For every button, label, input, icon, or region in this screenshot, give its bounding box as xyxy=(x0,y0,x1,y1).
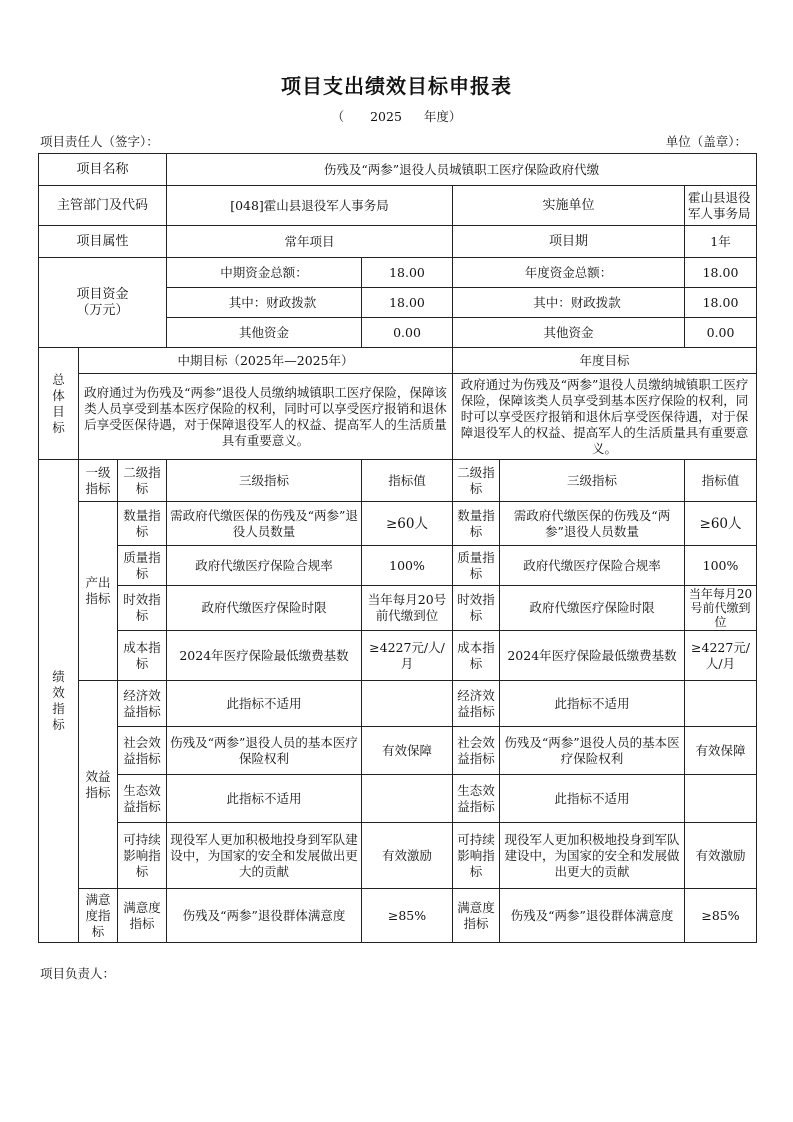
satisfaction-level2: 满意度 指标 xyxy=(118,889,167,943)
ecological-benefit-indicator: 生态效 益指标 xyxy=(118,775,167,823)
mid-fund-total-label: 中期资金总额： xyxy=(167,258,362,288)
year-level3-text: 伤残及“两参”退役人员的基本医疗保险权利 xyxy=(500,727,685,775)
year-level3-text: 现役军人更加积极地投身到军队建设中，为国家的安全和发展做出更大的贡献 xyxy=(500,823,685,889)
indicator-value: 当年每月20号前代缴到位 xyxy=(362,586,453,631)
satisfaction-indicator-label: 满意 度指 标 xyxy=(79,889,118,943)
year-indicator-value xyxy=(685,681,757,727)
output-indicator-label: 产出 指标 xyxy=(79,502,118,681)
level1-header: 一级 指标 xyxy=(79,460,118,502)
year-level3-header: 三级指标 xyxy=(500,460,685,502)
goals-header-row xyxy=(39,348,757,374)
indicator-row xyxy=(39,586,757,631)
fund-label: 项目资金 （万元） xyxy=(39,258,167,348)
indicator-value xyxy=(362,681,453,727)
mid-other-value: 0.00 xyxy=(362,318,453,348)
year-goal-header: 年度目标 xyxy=(453,348,757,374)
project-name-label: 项目名称 xyxy=(39,154,167,186)
year-level2-header: 二级指 标 xyxy=(453,460,500,502)
indicator-value xyxy=(362,775,453,823)
indicator-row xyxy=(39,889,757,943)
social-benefit-indicator: 社会效 益指标 xyxy=(118,727,167,775)
year-suffix: 年度） xyxy=(423,109,462,124)
quality-indicator: 质量指 标 xyxy=(118,546,167,586)
mid-other-label: 其他资金 xyxy=(167,318,362,348)
level3-text: 2024年医疗保险最低缴费基数 xyxy=(167,631,362,681)
year-value: 2025 xyxy=(370,109,402,124)
year-timeliness-indicator: 时效指 标 xyxy=(453,586,500,631)
mid-goal-text: 政府通过为伤残及“两参”退役人员缴纳城镇职工医疗保险，保障该类人员享受到基本医疗保险的权利，同时可以享受医疗报销和退休后享受医保待遇，对于保障退役军人的权益、提高军人的生活质量具有重要意义。 xyxy=(79,374,453,460)
mid-fiscal-label: 其中：财政拨款 xyxy=(167,288,362,318)
period-value: 1年 xyxy=(685,226,757,258)
benefit-indicator-label: 效益 指标 xyxy=(79,681,118,889)
level3-text: 此指标不适用 xyxy=(167,775,362,823)
page-title: 项目支出绩效目标申报表 xyxy=(281,74,512,98)
indicator-value: 有效激励 xyxy=(362,823,453,889)
year-other-label: 其他资金 xyxy=(453,318,685,348)
indicator-row xyxy=(39,727,757,775)
cost-indicator: 成本指 标 xyxy=(118,631,167,681)
year-quality-indicator: 质量指 标 xyxy=(453,546,500,586)
year-level3-text: 政府代缴医疗保险合规率 xyxy=(500,546,685,586)
indicator-row xyxy=(39,775,757,823)
quantity-indicator: 数量指 标 xyxy=(118,502,167,546)
indicator-row xyxy=(39,502,757,546)
attr-row xyxy=(39,226,757,258)
year-level3-text: 政府代缴医疗保险时限 xyxy=(500,586,685,631)
year-sustainable-impact-indicator: 可持续 影响指 标 xyxy=(453,823,500,889)
fund-row-1 xyxy=(39,258,757,288)
year-indicator-value: ≥4227元/人/月 xyxy=(685,631,757,681)
year-quantity-indicator: 数量指 标 xyxy=(453,502,500,546)
year-fiscal-label: 其中：财政拨款 xyxy=(453,288,685,318)
indicator-row xyxy=(39,681,757,727)
indicator-value: 100% xyxy=(362,546,453,586)
project-name-row xyxy=(39,154,757,186)
year-level3-text: 伤残及“两参”退役群体满意度 xyxy=(500,889,685,943)
level2-header: 二级指 标 xyxy=(118,460,167,502)
year-open: （ xyxy=(331,109,345,124)
year-value-header: 指标值 xyxy=(685,460,757,502)
value-header: 指标值 xyxy=(362,460,453,502)
year-goal-text: 政府通过为伤残及“两参”退役人员缴纳城镇职工医疗保险，保障该类人员享受到基本医疗保险的权利，同时可以享受医疗报销和退休后享受医保待遇，对于保障退役军人的权益、提高军人的生活质量具有重要意义。 xyxy=(453,374,757,460)
year-ecological-benefit-indicator: 生态效 益指标 xyxy=(453,775,500,823)
impl-value: 霍山县退役军人事务局 xyxy=(685,186,757,226)
level3-text: 政府代缴医疗保险合规率 xyxy=(167,546,362,586)
year-indicator-value: 有效保障 xyxy=(685,727,757,775)
level3-text: 需政府代缴医保的伤残及“两参”退役人员数量 xyxy=(167,502,362,546)
year-social-benefit-indicator: 社会效 益指标 xyxy=(453,727,500,775)
indicator-value: ≥60人 xyxy=(362,502,453,546)
period-label: 项目期 xyxy=(453,226,685,258)
year-indicator-value: 当年每月20号前代缴到位 xyxy=(685,586,757,631)
year-level3-text: 此指标不适用 xyxy=(500,681,685,727)
indicator-row xyxy=(39,631,757,681)
attr-label: 项目属性 xyxy=(39,226,167,258)
timeliness-indicator: 时效指 标 xyxy=(118,586,167,631)
performance-indicator-label: 绩 效 指 标 xyxy=(39,460,79,943)
level3-text: 此指标不适用 xyxy=(167,681,362,727)
year-economic-benefit-indicator: 经济效 益指标 xyxy=(453,681,500,727)
goals-text-row xyxy=(39,374,757,460)
indicator-header-row xyxy=(39,460,757,502)
dept-label: 主管部门及代码 xyxy=(39,186,167,226)
sustainable-impact-indicator: 可持续 影响指 标 xyxy=(118,823,167,889)
year-level3-text: 此指标不适用 xyxy=(500,775,685,823)
year-indicator-value: ≥60人 xyxy=(685,502,757,546)
year-fund-total-value: 18.00 xyxy=(685,258,757,288)
year-indicator-value xyxy=(685,775,757,823)
year-fiscal-value: 18.00 xyxy=(685,288,757,318)
responsible-label: 项目责任人（签字）： xyxy=(40,134,159,149)
level3-text: 政府代缴医疗保险时限 xyxy=(167,586,362,631)
economic-benefit-indicator: 经济效 益指标 xyxy=(118,681,167,727)
indicator-value: 有效保障 xyxy=(362,727,453,775)
year-level3-text: 需政府代缴医保的伤残及“两参”退役人员数量 xyxy=(500,502,685,546)
mid-fund-total-value: 18.00 xyxy=(362,258,453,288)
unit-label: 单位（盖章）： xyxy=(665,134,747,149)
level3-text: 现役军人更加积极地投身到军队建设中，为国家的安全和发展做出更大的贡献 xyxy=(167,823,362,889)
dept-value: [048]霍山县退役军人事务局 xyxy=(167,186,453,226)
year-fund-total-label: 年度资金总额： xyxy=(453,258,685,288)
level3-text: 伤残及“两参”退役人员的基本医疗保险权利 xyxy=(167,727,362,775)
year-satisfaction-level2: 满意度 指标 xyxy=(453,889,500,943)
dept-row xyxy=(39,186,757,226)
indicator-row xyxy=(39,823,757,889)
overall-goal-label: 总 体 目 标 xyxy=(39,348,79,460)
level3-header: 三级指标 xyxy=(167,460,362,502)
year-cost-indicator: 成本指 标 xyxy=(453,631,500,681)
indicator-value: ≥4227元/人/月 xyxy=(362,631,453,681)
attr-value: 常年项目 xyxy=(167,226,453,258)
level3-text: 伤残及“两参”退役群体满意度 xyxy=(167,889,362,943)
year-indicator-value: ≥85% xyxy=(685,889,757,943)
mid-fiscal-value: 18.00 xyxy=(362,288,453,318)
year-line xyxy=(0,107,793,125)
mid-goal-header: 中期目标（2025年—2025年） xyxy=(79,348,453,374)
year-level3-text: 2024年医疗保险最低缴费基数 xyxy=(500,631,685,681)
indicator-value: ≥85% xyxy=(362,889,453,943)
indicator-row xyxy=(39,546,757,586)
year-other-value: 0.00 xyxy=(685,318,757,348)
performance-table xyxy=(38,153,757,943)
year-indicator-value: 有效激励 xyxy=(685,823,757,889)
year-indicator-value: 100% xyxy=(685,546,757,586)
impl-label: 实施单位 xyxy=(453,186,685,226)
project-leader-label: 项目负责人： xyxy=(40,966,116,981)
project-name-value: 伤残及“两参”退役人员城镇职工医疗保险政府代缴 xyxy=(167,154,757,186)
